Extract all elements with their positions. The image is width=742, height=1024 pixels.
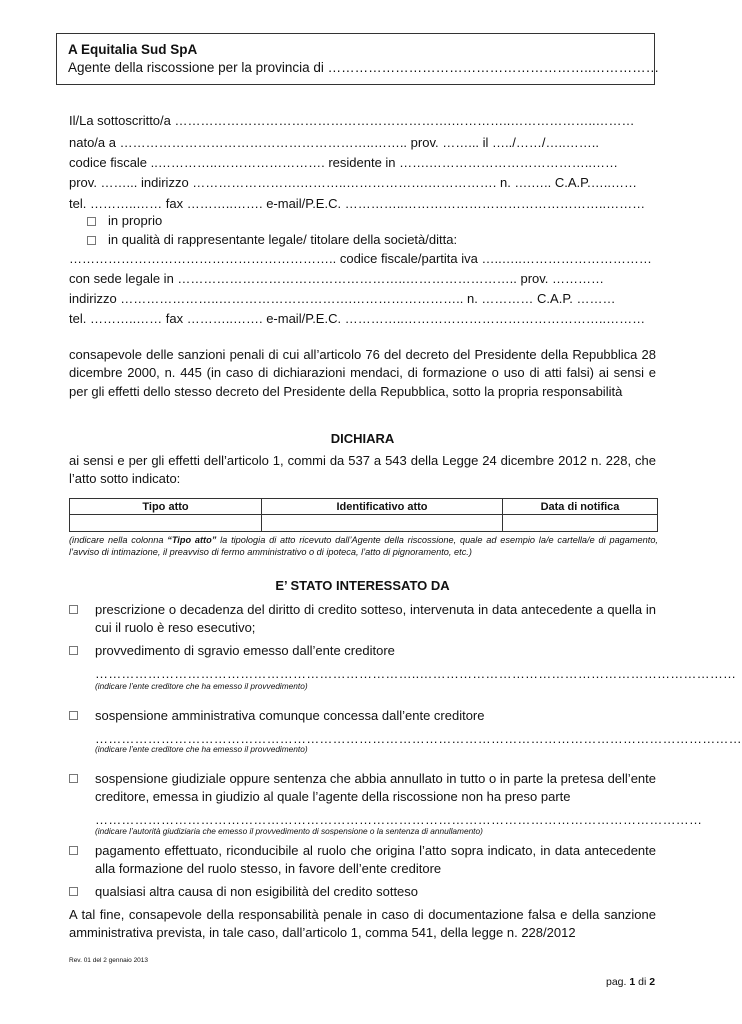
checkbox-icon[interactable]: [69, 774, 78, 783]
option-label: in proprio: [108, 213, 163, 228]
table-row: [70, 515, 658, 532]
company-line-contacts[interactable]: tel. ………..…… fax ………..……. e-mail/P.E.C. …………..………………………………………..………: [69, 311, 646, 326]
item-text: sospensione giudiziale oppure sentenza che abbia annullato in tutto o in parte la pretesa dell’ente creditore, emessa in giudizio al quale l’agente della riscossione non ha preso parte: [95, 771, 656, 804]
item-text: pagamento effettuato, riconducibile al ruolo che origina l’atto sopra indicato, in data antecedente alla formazione del ruolo stesso, in favore dell’ente creditore: [95, 843, 656, 876]
form-line-name[interactable]: Il/La sottoscritto/a ……………………………………………………….…………..………………..………: [69, 113, 635, 128]
company-line-name[interactable]: …………………………………………………….. codice fiscale/partita iva …..…..…………………………: [69, 251, 652, 266]
table-cell-identificativo[interactable]: [262, 515, 503, 532]
revision-note: Rev. 01 del 2 gennaio 2013: [69, 957, 149, 964]
company-line-seat[interactable]: con sede legale in ……………………………………………..…………………….. prov. …………: [69, 271, 605, 286]
table-header: Tipo atto: [70, 499, 262, 515]
checkbox-icon[interactable]: [87, 236, 96, 245]
checkbox-icon[interactable]: [69, 605, 78, 614]
form-line-contacts[interactable]: tel. ………..…… fax ………..……. e-mail/P.E.C. …………..………………………………………..………: [69, 196, 646, 211]
checkbox-icon[interactable]: [69, 711, 78, 720]
table-header: Data di notifica: [503, 499, 658, 515]
company-line-address[interactable]: indirizzo …………………..………………………….…………………….. n. ………… C.A.P. ………: [69, 291, 616, 306]
autorita-field[interactable]: …………………………………………………………………………………………………………………………: [95, 812, 703, 827]
checkbox-icon[interactable]: [87, 217, 96, 226]
item-text: sospensione amministrativa comunque concessa dall’ente creditore: [95, 708, 485, 723]
note-text: la tipologia di atto ricevuto dall’Agente della riscossione, quale ad esempio la/e cartella/e di pagamento, l’avviso di intimazione, il preavviso di fermo amministrativo o di ipoteca, l’atto di pignoramento, etc.): [69, 535, 658, 557]
option-rappresentante[interactable]: [87, 232, 457, 247]
dichiara-heading: DICHIARA: [330, 431, 395, 446]
closing-paragraph: A tal fine, consapevole della responsabilità penale in caso di documentazione falsa e della sanzione amministrativa prevista, in tale caso, dall’articolo 1, comma 541, della legge n. 228/2012: [69, 907, 656, 941]
page-prefix: pag.: [606, 976, 630, 988]
sospensione-ente-field[interactable]: …………………………………………………………………………………………………………………………………: [95, 731, 742, 746]
header-box: [56, 33, 660, 85]
stato-heading: E’ STATO INTERESSATO DA: [275, 578, 450, 593]
note-bold: “Tipo atto”: [167, 535, 217, 545]
form-line-fiscal-code[interactable]: codice fiscale ..…………..……………………. residente in …….………………………………..……: [69, 155, 618, 170]
table-header-row: [70, 499, 658, 515]
recipient-subtitle: Agente della riscossione per la provincia di …………………………………………………..……………: [68, 60, 660, 75]
page-total: 2: [649, 976, 656, 988]
dichiara-paragraph: ai sensi e per gli effetti dell’articolo 1, commi da 537 a 543 della Legge 24 dicembre 2012 n. 228, che l’atto sotto indicato:: [69, 453, 656, 487]
checkbox-icon[interactable]: [69, 646, 78, 655]
page-number: [606, 976, 655, 988]
table-cell-tipo[interactable]: [70, 515, 262, 532]
consapevole-paragraph: consapevole delle sanzioni penali di cui all’articolo 76 del decreto del Presidente della Repubblica 28 dicembre 2000, n. 445 (in caso di dichiarazioni mendaci, di formazione o uso di atti falsi) ai sensi e per gli effetti dello stesso decreto del Presidente della Repubblica, sotto la propria responsabilità: [69, 347, 656, 399]
hint-autorita: (indicare l’autorità giudiziaria che emesso il provvedimento di sospensione o la sentenza di annullamento): [95, 826, 483, 836]
item-text: prescrizione o decadenza del diritto di credito sotteso, intervenuta in data antecedente a quella in cui il ruolo è reso esecutivo;: [95, 602, 656, 635]
item-text: qualsiasi altra causa di non esigibilità del credito sotteso: [95, 884, 419, 899]
table-header: Identificativo atto: [262, 499, 503, 515]
page-middle: di: [635, 976, 650, 988]
checkbox-icon[interactable]: [69, 846, 78, 855]
item-text: provvedimento di sgravio emesso dall’ente creditore: [95, 643, 395, 658]
sgravio-ente-field[interactable]: ………………………………………………………………..………………………………………………………………: [95, 666, 737, 681]
option-label: in qualità di rappresentante legale/ titolare della società/ditta:: [108, 232, 458, 247]
hint-sospensione: (indicare l’ente creditore che ha emesso il provvedimento): [95, 744, 308, 754]
page-current: 1: [629, 976, 636, 988]
atto-table: [69, 498, 658, 532]
form-line-address[interactable]: prov. ……... indirizzo …………………….………..……………….……………. n. ….….. C.A.P.…..……: [69, 175, 637, 190]
recipient-title: A Equitalia Sud SpA: [68, 42, 198, 57]
table-note: [69, 534, 658, 558]
form-line-birth[interactable]: nato/a a …………………………………………………..…….. prov. ……... il …../……/…..……..: [69, 135, 599, 150]
checkbox-icon[interactable]: [69, 887, 78, 896]
note-text: (indicare nella colonna: [69, 535, 168, 545]
hint-sgravio: (indicare l’ente creditore che ha emesso il provvedimento): [95, 681, 308, 691]
option-in-proprio[interactable]: [87, 213, 162, 228]
table-cell-data[interactable]: [503, 515, 658, 532]
